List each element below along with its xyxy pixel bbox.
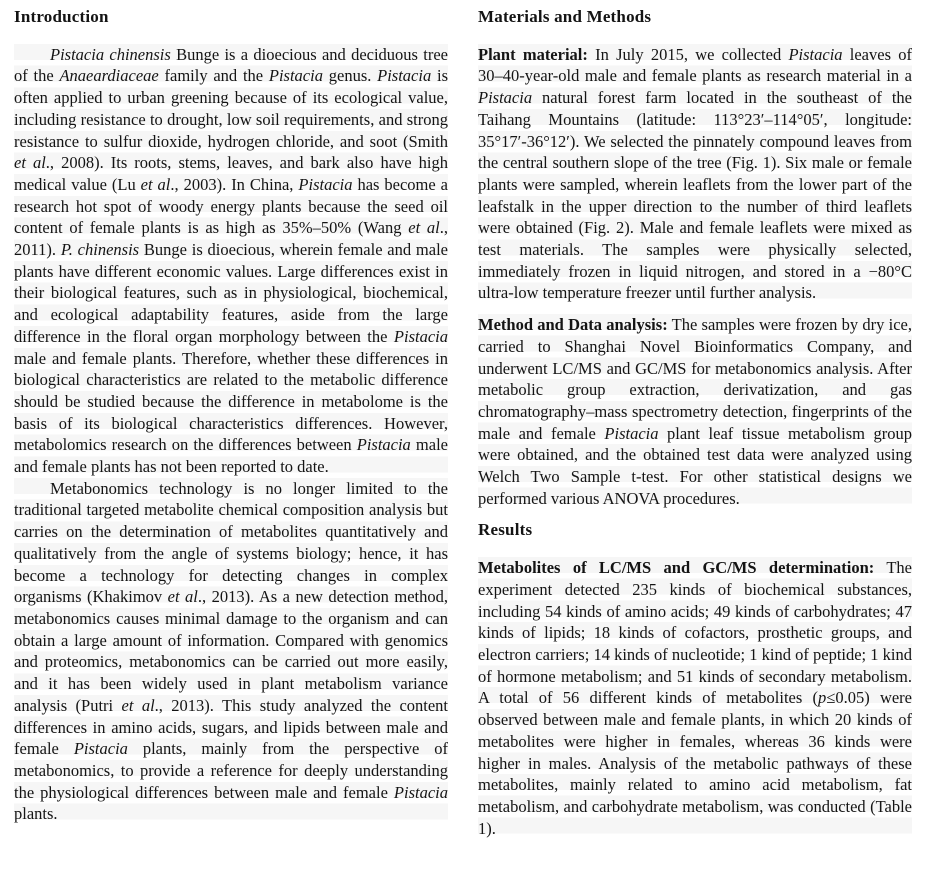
text-run: plant leaf tissue metabolism group were obtained, and the obtained test data were analyzed using Welch Two Sample t-test. For other statistical designs we performed various ANOVA procedures. (478, 423, 912, 508)
text-run: p (818, 688, 827, 708)
text-run: et al (14, 153, 46, 173)
text-run: Method and Data analysis: (478, 315, 668, 335)
text-run: plants. (14, 804, 58, 824)
method-and-data-analysis-paragraph (478, 314, 912, 509)
text-run: ., 2011). (14, 218, 448, 260)
text-run: ., 2008). Its roots, stems, leaves, and bark also have high medical value (Lu (14, 153, 448, 194)
text-run: Metabolites of LC/MS and GC/MS determination: (478, 558, 875, 578)
text-run: family and the (158, 66, 269, 86)
text-run: Pistacia (268, 66, 323, 86)
text-run: Metabonomics technology is no longer limited to the traditional targeted metabolite chemical composition analysis but carries on the determination of metabolites quantitatively and qualitatively from the angle of systems biology; hence, it has become a technology for detecting changes in complex organisms (Khakimov (14, 478, 448, 607)
text-run: male and female plants. Therefore, whether these differences in biological characteristics are related to the metabolic difference should be studied because the difference in metabolome is the basis of its biological characteristics differences. However, metabolomics research on the differences between (14, 348, 448, 455)
text-run: Bunge is dioecious, wherein female and male plants have different economic values. Large differences exist in their biological features, such as in physiological, biochemical, and ecological adaptability features, aside from the large difference in the floral organ morphology between the (14, 240, 448, 346)
text-run: Pistacia (604, 423, 659, 443)
text-run: Pistacia (73, 739, 128, 759)
text-run: et al (408, 218, 440, 238)
section-heading-introduction: Introduction (14, 7, 109, 26)
text-run: The samples were frozen by dry ice, carried to Shanghai Novel Bioinformatics Company, and underwent LC/MS and GC/MS for metabonomics analysis. After metabolic group extraction, derivatization, and gas chromatography–mass spectrometry detection, fingerprints of the male and female (478, 315, 912, 443)
text-run: Pistacia (356, 435, 411, 455)
text-run: Pistacia (478, 88, 533, 108)
text-run: et al (140, 174, 171, 194)
text-run: genus. (322, 66, 378, 86)
section-heading-materials-and-methods: Materials and Methods (478, 7, 652, 26)
text-run: natural forest farm located in the southeast of the Taihang Mountains (latitude: 113°23′–114°05′, longitude: 35°17′-36°12′). We selected the pinnately compound leaves from the central southern slope of the tree (Fig. 1). Six male or female plants were sampled, wherein leaflets from the lower part of the leafstalk in the upper direction to the number of third leaflets were obtained (Fig. 2). Male and female leaflets were mixed as test materials. The samples were physically selected, immediately frozen in liquid nitrogen, and stored in a −80°C ultra-low temperature freezer until further analysis. (478, 88, 912, 303)
left-column (14, 6, 448, 869)
section-heading-results: Results (478, 520, 533, 540)
introduction-paragraph-2 (14, 478, 448, 825)
text-run: ., 2013). This study analyzed the content differences in amino acids, sugars, and lipids between male and female (14, 695, 449, 759)
text-run: leaves of 30–40-year-old male and female plants as research material in a (478, 44, 912, 86)
right-column (478, 6, 912, 869)
text-run: Pistacia (393, 326, 448, 346)
text-run: Pistacia chinensis (50, 44, 171, 64)
text-run: ≤0.05) were observed between male and female plants, in which 20 kinds of metabolites were higher in females, whereas 36 kinds were higher in males. Analysis of the metabolic pathways of these metabolites, mainly related to amino acid metabolism, fat metabolism, and carbohydrate metabolism, was conducted (Table 1). (478, 688, 913, 838)
text-run: ., 2003). In China, (170, 174, 299, 194)
text-run: Bunge is a dioecious and deciduous tree of the (14, 44, 448, 86)
text-run: has become a research hot spot of woody energy plants because the seed oil content of female plants is as high as 35%–50% (Wang (14, 174, 449, 238)
introduction-paragraph-1 (14, 44, 448, 478)
text-run: et al (167, 587, 198, 607)
text-run: et al (121, 695, 155, 715)
text-run: ., 2013). As a new detection method, metabonomics causes minimal damage to the organism and can obtain a large amount of information. Compared with genomics and proteomics, metabonomics can be carried out more easily, and it has been widely used in plant metabolism variance analysis (Putri (14, 587, 448, 715)
text-run: is often applied to urban greening because of its ecological value, including resistance to drought, low soil requirements, and strong resistance to sulfur dioxide, hydrogen chloride, and soot (Smith (14, 66, 448, 151)
text-run: plants, mainly from the perspective of metabonomics, to provide a reference for deeply understanding the physiological differences between male and female (14, 739, 448, 802)
text-run: Pistacia (377, 66, 432, 86)
text-run: male and female plants has not been reported to date. (14, 435, 448, 477)
text-run: Anaeardiaceae (59, 66, 159, 86)
text-run: Plant material: (478, 44, 588, 64)
text-run: The experiment detected 235 kinds of biochemical substances, including 54 kinds of amino acids; 49 kinds of carbohydrates; 47 kinds of lipids; 18 kinds of cofactors, prosthetic groups, and electron carriers; 14 kinds of nucleotide; 1 kind of peptide; 1 kind of hormone metabolism; and 51 kinds of secondary metabolism. A total of 56 different kinds of metabolites ( (478, 558, 912, 708)
plant-material-paragraph (478, 44, 912, 304)
text-run: Pistacia (298, 174, 353, 194)
text-run: P. chinensis (60, 240, 140, 260)
metabolites-determination-paragraph (478, 557, 912, 839)
text-run: In July 2015, we collected (587, 44, 789, 64)
text-run: Pistacia (393, 782, 448, 802)
text-run: Pistacia (788, 44, 843, 64)
